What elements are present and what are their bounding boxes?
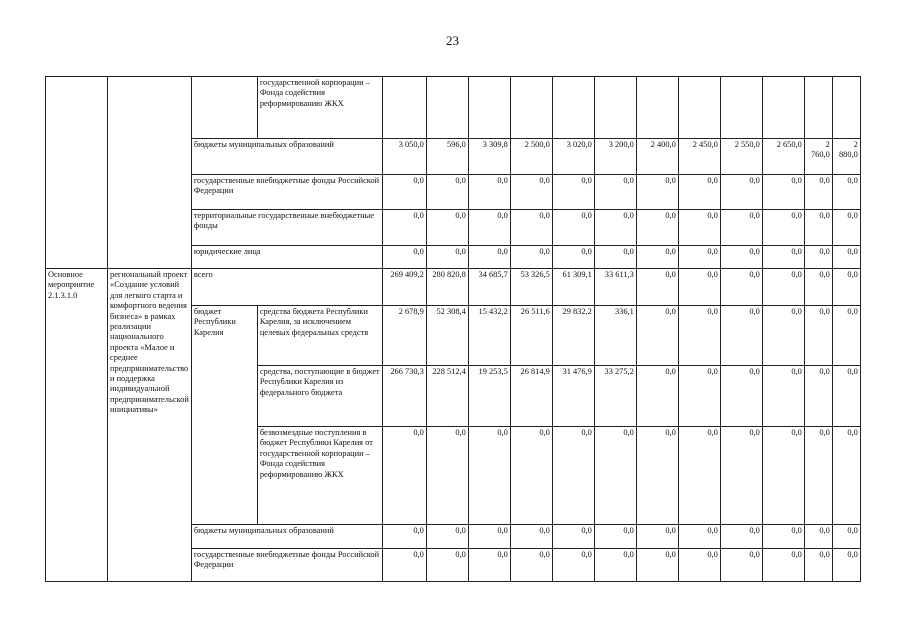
value-cell: 2 678,9 bbox=[382, 306, 426, 366]
value-cell: 0,0 bbox=[382, 549, 426, 582]
value-cell: 0,0 bbox=[426, 549, 468, 582]
value-cell: 2 550,0 bbox=[720, 139, 762, 175]
value-cell: 0,0 bbox=[832, 306, 860, 366]
value-cell: 0,0 bbox=[832, 210, 860, 246]
value-cell: 0,0 bbox=[382, 525, 426, 549]
value-cell: 0,0 bbox=[552, 427, 594, 525]
value-cell: 336,1 bbox=[594, 306, 636, 366]
value-cell: 0,0 bbox=[804, 210, 832, 246]
value-cell bbox=[832, 77, 860, 139]
value-cell: 0,0 bbox=[678, 306, 720, 366]
value-cell: 0,0 bbox=[382, 427, 426, 525]
source-label-cell: государственные внебюджетные фонды Российской Федерации bbox=[191, 549, 382, 582]
value-cell: 0,0 bbox=[804, 427, 832, 525]
value-cell: 0,0 bbox=[552, 210, 594, 246]
value-cell: 0,0 bbox=[762, 427, 804, 525]
value-cell: 19 253,5 bbox=[468, 366, 510, 427]
value-cell: 0,0 bbox=[832, 246, 860, 269]
value-cell: 33 275,2 bbox=[594, 366, 636, 427]
total-label-cell: всего bbox=[191, 269, 382, 306]
value-cell: 0,0 bbox=[762, 366, 804, 427]
value-cell: 0,0 bbox=[678, 210, 720, 246]
value-cell: 0,0 bbox=[510, 175, 552, 210]
value-cell: 0,0 bbox=[832, 366, 860, 427]
value-cell: 0,0 bbox=[510, 549, 552, 582]
source-label-cell: государственной корпорации – Фонда содействия реформированию ЖКХ bbox=[257, 77, 382, 139]
value-cell: 0,0 bbox=[636, 366, 678, 427]
value-cell: 0,0 bbox=[720, 175, 762, 210]
value-cell bbox=[426, 77, 468, 139]
value-cell: 0,0 bbox=[804, 175, 832, 210]
value-cell: 0,0 bbox=[510, 210, 552, 246]
value-cell: 0,0 bbox=[720, 246, 762, 269]
value-cell: 0,0 bbox=[382, 246, 426, 269]
value-cell: 0,0 bbox=[678, 366, 720, 427]
value-cell: 15 432,2 bbox=[468, 306, 510, 366]
value-cell: 0,0 bbox=[678, 269, 720, 306]
value-cell: 0,0 bbox=[804, 246, 832, 269]
value-cell: 0,0 bbox=[832, 525, 860, 549]
value-cell: 3 050,0 bbox=[382, 139, 426, 175]
value-cell: 53 326,5 bbox=[510, 269, 552, 306]
source-label-cell: бюджеты муниципальных образований bbox=[191, 139, 382, 175]
value-cell: 61 309,1 bbox=[552, 269, 594, 306]
value-cell: 0,0 bbox=[678, 525, 720, 549]
value-cell bbox=[720, 77, 762, 139]
value-cell: 0,0 bbox=[426, 525, 468, 549]
value-cell: 0,0 bbox=[552, 246, 594, 269]
name-cell bbox=[108, 77, 192, 269]
value-cell: 0,0 bbox=[762, 306, 804, 366]
source-label-cell: средства, поступающие в бюджет Республики Карелия из федерального бюджета bbox=[257, 366, 382, 427]
value-cell: 0,0 bbox=[382, 210, 426, 246]
value-cell: 26 814,9 bbox=[510, 366, 552, 427]
value-cell: 0,0 bbox=[468, 246, 510, 269]
value-cell: 0,0 bbox=[678, 175, 720, 210]
value-cell: 0,0 bbox=[832, 269, 860, 306]
value-cell: 2 400,0 bbox=[636, 139, 678, 175]
value-cell: 0,0 bbox=[594, 246, 636, 269]
value-cell: 26 511,6 bbox=[510, 306, 552, 366]
value-cell: 266 730,3 bbox=[382, 366, 426, 427]
value-cell: 0,0 bbox=[594, 525, 636, 549]
value-cell: 0,0 bbox=[636, 175, 678, 210]
value-cell: 0,0 bbox=[594, 210, 636, 246]
value-cell: 0,0 bbox=[468, 210, 510, 246]
value-cell: 3 309,8 bbox=[468, 139, 510, 175]
value-cell: 0,0 bbox=[762, 525, 804, 549]
value-cell: 0,0 bbox=[720, 549, 762, 582]
value-cell: 34 685,7 bbox=[468, 269, 510, 306]
value-cell: 0,0 bbox=[552, 175, 594, 210]
value-cell: 0,0 bbox=[804, 306, 832, 366]
value-cell: 0,0 bbox=[594, 549, 636, 582]
value-cell: 3 020,0 bbox=[552, 139, 594, 175]
value-cell: 2 880,0 bbox=[832, 139, 860, 175]
value-cell: 0,0 bbox=[804, 366, 832, 427]
value-cell: 0,0 bbox=[468, 427, 510, 525]
value-cell: 0,0 bbox=[832, 175, 860, 210]
value-cell: 0,0 bbox=[594, 427, 636, 525]
value-cell: 228 512,4 bbox=[426, 366, 468, 427]
value-cell bbox=[762, 77, 804, 139]
value-cell: 0,0 bbox=[720, 306, 762, 366]
source-label-cell: бюджеты муниципальных образований bbox=[191, 525, 382, 549]
value-cell: 0,0 bbox=[426, 210, 468, 246]
source-label-cell: юридические лица bbox=[191, 246, 382, 269]
measure-name-cell: региональный проект «Создание условий для легкого старта и комфортного ведения бизнеса» в рамках реализации национального проекта «Малое и среднее предпринимательство и поддержка индивидуальной предпринимательской инициативы» bbox=[108, 269, 192, 582]
value-cell: 0,0 bbox=[678, 427, 720, 525]
value-cell: 0,0 bbox=[804, 549, 832, 582]
value-cell: 0,0 bbox=[552, 525, 594, 549]
value-cell: 33 611,3 bbox=[594, 269, 636, 306]
value-cell: 0,0 bbox=[762, 210, 804, 246]
value-cell: 0,0 bbox=[636, 269, 678, 306]
value-cell: 0,0 bbox=[720, 210, 762, 246]
value-cell bbox=[804, 77, 832, 139]
value-cell bbox=[678, 77, 720, 139]
value-cell: 0,0 bbox=[636, 246, 678, 269]
value-cell: 0,0 bbox=[468, 549, 510, 582]
value-cell: 0,0 bbox=[832, 549, 860, 582]
value-cell: 0,0 bbox=[762, 549, 804, 582]
value-cell: 0,0 bbox=[426, 175, 468, 210]
value-cell: 596,0 bbox=[426, 139, 468, 175]
source-group-cell bbox=[191, 77, 257, 139]
value-cell bbox=[594, 77, 636, 139]
value-cell: 0,0 bbox=[636, 427, 678, 525]
value-cell: 2 650,0 bbox=[762, 139, 804, 175]
value-cell: 29 832,2 bbox=[552, 306, 594, 366]
value-cell: 0,0 bbox=[382, 175, 426, 210]
value-cell bbox=[382, 77, 426, 139]
source-label-cell: государственные внебюджетные фонды Российской Федерации bbox=[191, 175, 382, 210]
page-number: 23 bbox=[446, 33, 459, 48]
value-cell: 0,0 bbox=[636, 210, 678, 246]
value-cell: 0,0 bbox=[468, 525, 510, 549]
source-label-cell: территориальные государственные внебюджетные фонды bbox=[191, 210, 382, 246]
value-cell: 0,0 bbox=[720, 366, 762, 427]
value-cell: 0,0 bbox=[832, 427, 860, 525]
value-cell: 0,0 bbox=[636, 525, 678, 549]
value-cell: 0,0 bbox=[762, 175, 804, 210]
value-cell: 0,0 bbox=[426, 427, 468, 525]
value-cell: 2 500,0 bbox=[510, 139, 552, 175]
value-cell: 0,0 bbox=[594, 175, 636, 210]
value-cell: 0,0 bbox=[426, 246, 468, 269]
value-cell: 0,0 bbox=[804, 269, 832, 306]
value-cell: 0,0 bbox=[552, 549, 594, 582]
value-cell: 0,0 bbox=[720, 269, 762, 306]
value-cell: 2 450,0 bbox=[678, 139, 720, 175]
value-cell: 3 200,0 bbox=[594, 139, 636, 175]
value-cell: 280 820,8 bbox=[426, 269, 468, 306]
budget-table-body bbox=[46, 77, 861, 582]
value-cell bbox=[636, 77, 678, 139]
value-cell: 52 308,4 bbox=[426, 306, 468, 366]
value-cell: 0,0 bbox=[678, 246, 720, 269]
value-cell: 2 760,0 bbox=[804, 139, 832, 175]
measure-status-cell: Основное мероприятие 2.1.3.1.0 bbox=[46, 269, 108, 582]
source-label-cell: средства бюджета Республики Карелия, за исключением целевых федеральных средств bbox=[257, 306, 382, 366]
value-cell: 0,0 bbox=[762, 246, 804, 269]
budget-group-cell: бюджет Республики Карелия bbox=[191, 306, 257, 525]
source-label-cell: безвозмездные поступления в бюджет Республики Карелия от государственной корпорации – Фонда содействия реформированию ЖКХ bbox=[257, 427, 382, 525]
table-row bbox=[46, 269, 861, 306]
value-cell: 0,0 bbox=[636, 549, 678, 582]
value-cell: 0,0 bbox=[762, 269, 804, 306]
value-cell: 31 476,9 bbox=[552, 366, 594, 427]
value-cell: 0,0 bbox=[510, 525, 552, 549]
value-cell bbox=[552, 77, 594, 139]
value-cell: 0,0 bbox=[720, 427, 762, 525]
value-cell: 0,0 bbox=[678, 549, 720, 582]
value-cell: 0,0 bbox=[510, 427, 552, 525]
table-row bbox=[46, 77, 861, 139]
value-cell: 0,0 bbox=[720, 525, 762, 549]
value-cell: 0,0 bbox=[468, 175, 510, 210]
value-cell bbox=[468, 77, 510, 139]
value-cell: 0,0 bbox=[636, 306, 678, 366]
value-cell: 0,0 bbox=[804, 525, 832, 549]
value-cell bbox=[510, 77, 552, 139]
value-cell: 269 409,2 bbox=[382, 269, 426, 306]
value-cell: 0,0 bbox=[510, 246, 552, 269]
budget-table bbox=[45, 76, 861, 582]
status-cell bbox=[46, 77, 108, 269]
